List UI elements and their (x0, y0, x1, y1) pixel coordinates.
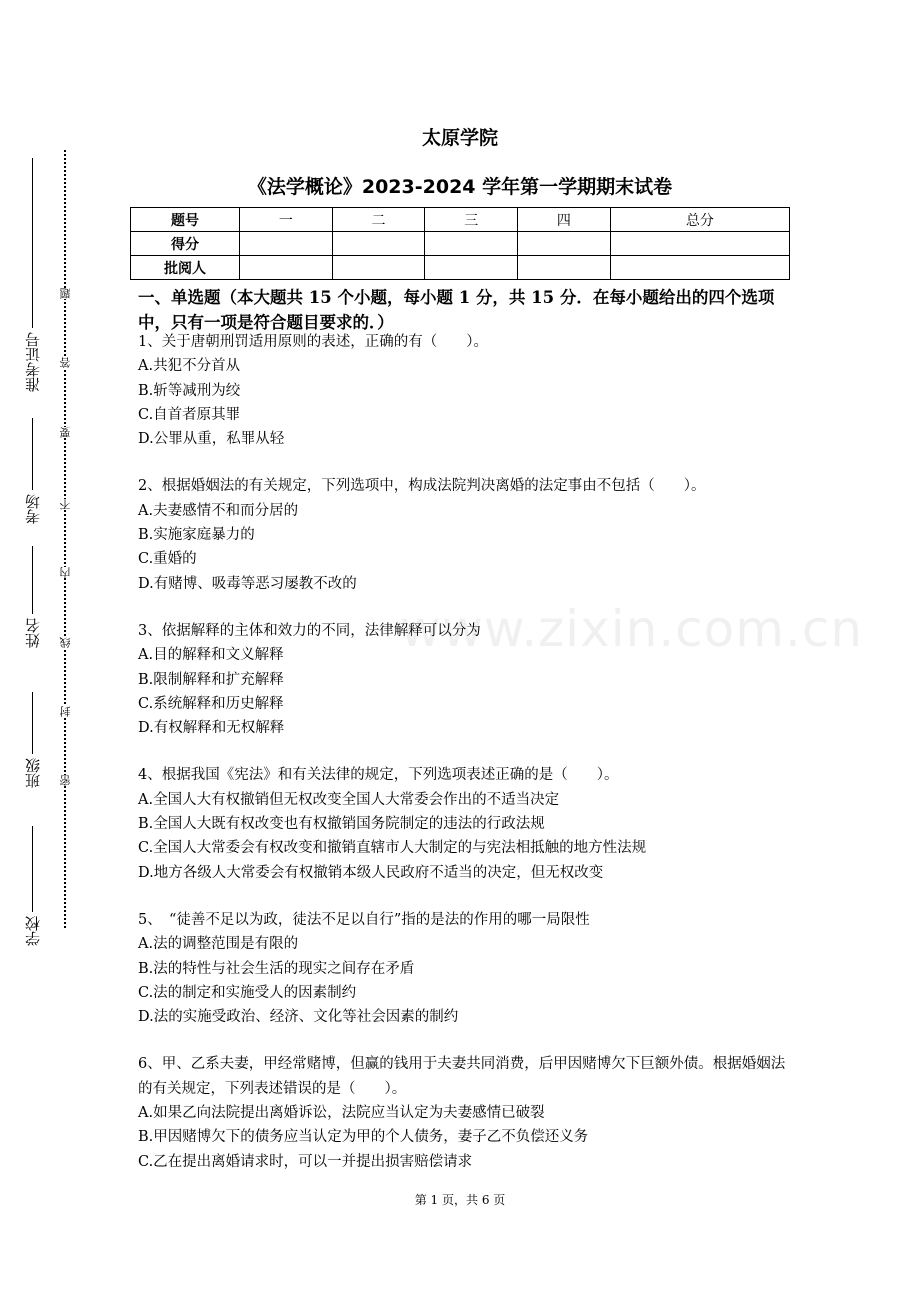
question-option: D.公罪从重，私罪从轻 (138, 431, 285, 448)
question-option: D.有权解释和无权解释 (138, 720, 285, 737)
question-option: D.有赌博、吸毒等恶习屡教不改的 (138, 575, 357, 592)
score-input-cell[interactable] (240, 256, 333, 280)
question-option: C.全国人大常委会有权改变和撤销直辖市人大制定的与宪法相抵触的地方性法规 (138, 840, 647, 857)
score-table (130, 207, 790, 280)
question-stem: 3、依据解释的主体和效力的不同，法律解释可以分为 (138, 622, 481, 639)
question-option: B.法的特性与社会生活的现实之间存在矛盾 (138, 960, 415, 977)
question-item (138, 474, 798, 595)
seal-char: 内 (59, 567, 72, 578)
question-item (138, 1052, 798, 1173)
question-option: A.共犯不分首从 (138, 358, 241, 375)
score-input-cell[interactable] (425, 256, 518, 280)
score-input-cell[interactable] (518, 256, 611, 280)
score-table-header-cell: 总分 (610, 208, 789, 232)
question-item (138, 763, 798, 884)
question-option: D.地方各级人大常委会有权撤销本级人民政府不适当的决定，但无权改变 (138, 864, 604, 881)
question-option: C.自首者原其罪 (138, 406, 241, 423)
binding-line (32, 418, 33, 490)
score-row-label: 批阅人 (131, 256, 240, 280)
binding-field-class (12, 692, 52, 788)
question-item (138, 908, 798, 1029)
score-row-label: 得分 (131, 232, 240, 256)
score-input-cell[interactable] (425, 232, 518, 256)
binding-field-name (12, 546, 52, 648)
section-title: 一、单选题（本大题共 15 个小题，每小题 1 分，共 15 分．在每小题给出的四个选项中，只有一项是符合题目要求的．） (138, 288, 775, 332)
question-stem: 2、根据婚姻法的有关规定，下列选项中，构成法院判决离婚的法定事由不包括（ ）。 (138, 478, 706, 495)
seal-char: 答 (59, 357, 72, 368)
question-item (138, 330, 798, 451)
score-input-cell[interactable] (610, 256, 789, 280)
seal-char: 密 (59, 775, 72, 786)
page-footer: 第 1 页，共 6 页 (414, 1193, 506, 1207)
question-stem: 4、根据我国《宪法》和有关法律的规定，下列选项表述正确的是（ ）。 (138, 767, 619, 784)
question-stem: 5、 “徒善不足以为政，徒法不足以自行”指的是法的作用的哪一局限性 (138, 911, 590, 928)
seal-char: 封 (59, 706, 72, 717)
question-option: A.法的调整范围是有限的 (138, 936, 299, 953)
score-table-header-cell: 四 (518, 208, 611, 232)
binding-label: 姓名 (23, 618, 42, 648)
school-name: 太原学院 (421, 127, 498, 149)
binding-label: 班级 (23, 758, 42, 788)
score-table-row (131, 256, 790, 280)
seal-dotted-line (64, 150, 66, 928)
score-table-row (131, 232, 790, 256)
binding-line (32, 692, 33, 754)
question-option: A.目的解释和文义解释 (138, 647, 284, 664)
seal-char: 要 (59, 427, 72, 438)
score-input-cell[interactable] (518, 232, 611, 256)
question-option: B.实施家庭暴力的 (138, 527, 255, 544)
question-option: D.法的实施受政治、经济、文化等社会因素的制约 (138, 1009, 459, 1026)
question-option: C.重婚的 (138, 551, 197, 568)
score-input-cell[interactable] (610, 232, 789, 256)
seal-char: 线 (59, 637, 72, 648)
question-option: B.全国人大既有权改变也有权撤销国务院制定的违法的行政法规 (138, 816, 545, 833)
question-option: C.乙在提出离婚请求时，可以一并提出损害赔偿请求 (138, 1153, 473, 1170)
binding-label: 学校 (23, 916, 42, 946)
question-option: C.系统解释和历史解释 (138, 695, 284, 712)
question-option: A.夫妻感情不和而分居的 (138, 502, 299, 519)
question-option: C.法的制定和实施受人的因素制约 (138, 984, 357, 1001)
question-option: B.限制解释和扩充解释 (138, 671, 284, 688)
binding-field-school (12, 826, 52, 946)
question-option: B.斩等减刑为绞 (138, 382, 241, 399)
question-stem: 1、关于唐朝刑罚适用原则的表述，正确的有（ ）。 (138, 334, 488, 350)
binding-field-exam-room (12, 418, 52, 524)
score-input-cell[interactable] (332, 256, 425, 280)
question-option: A.全国人大有权撤销但无权改变全国人大常委会作出的不适当决定 (138, 791, 560, 808)
binding-line (32, 826, 33, 912)
watermark-text: www.zixin.com.cn (400, 600, 864, 658)
binding-line (32, 546, 33, 614)
score-table-header-row (131, 208, 790, 232)
score-table-header-cell: 题号 (131, 208, 240, 232)
score-table-header-cell: 三 (425, 208, 518, 232)
seal-char: 题 (59, 288, 72, 299)
question-option: A.如果乙向法院提出离婚诉讼，法院应当认定为夫妻感情已破裂 (138, 1105, 545, 1122)
seal-char: 不 (59, 499, 72, 510)
score-table-header-cell: 一 (240, 208, 333, 232)
question-option: B.甲因赌博欠下的债务应当认定为甲的个人债务，妻子乙不负偿还义务 (138, 1129, 589, 1146)
score-input-cell[interactable] (332, 232, 425, 256)
binding-label: 准考证号 (23, 332, 42, 392)
question-stem: 6、甲、乙系夫妻，甲经常赌博，但赢的钱用于夫妻共同消费，后甲因赌博欠下巨额外债。根据婚姻法的有关规定，下列表述错误的是（ ）。 (138, 1056, 786, 1097)
score-input-cell[interactable] (240, 232, 333, 256)
question-list (138, 330, 798, 1197)
exam-title: 《法学概论》2023-2024 学年第一学期期末试卷 (247, 176, 673, 198)
score-table-header-cell: 二 (332, 208, 425, 232)
binding-label: 考场 (23, 494, 42, 524)
